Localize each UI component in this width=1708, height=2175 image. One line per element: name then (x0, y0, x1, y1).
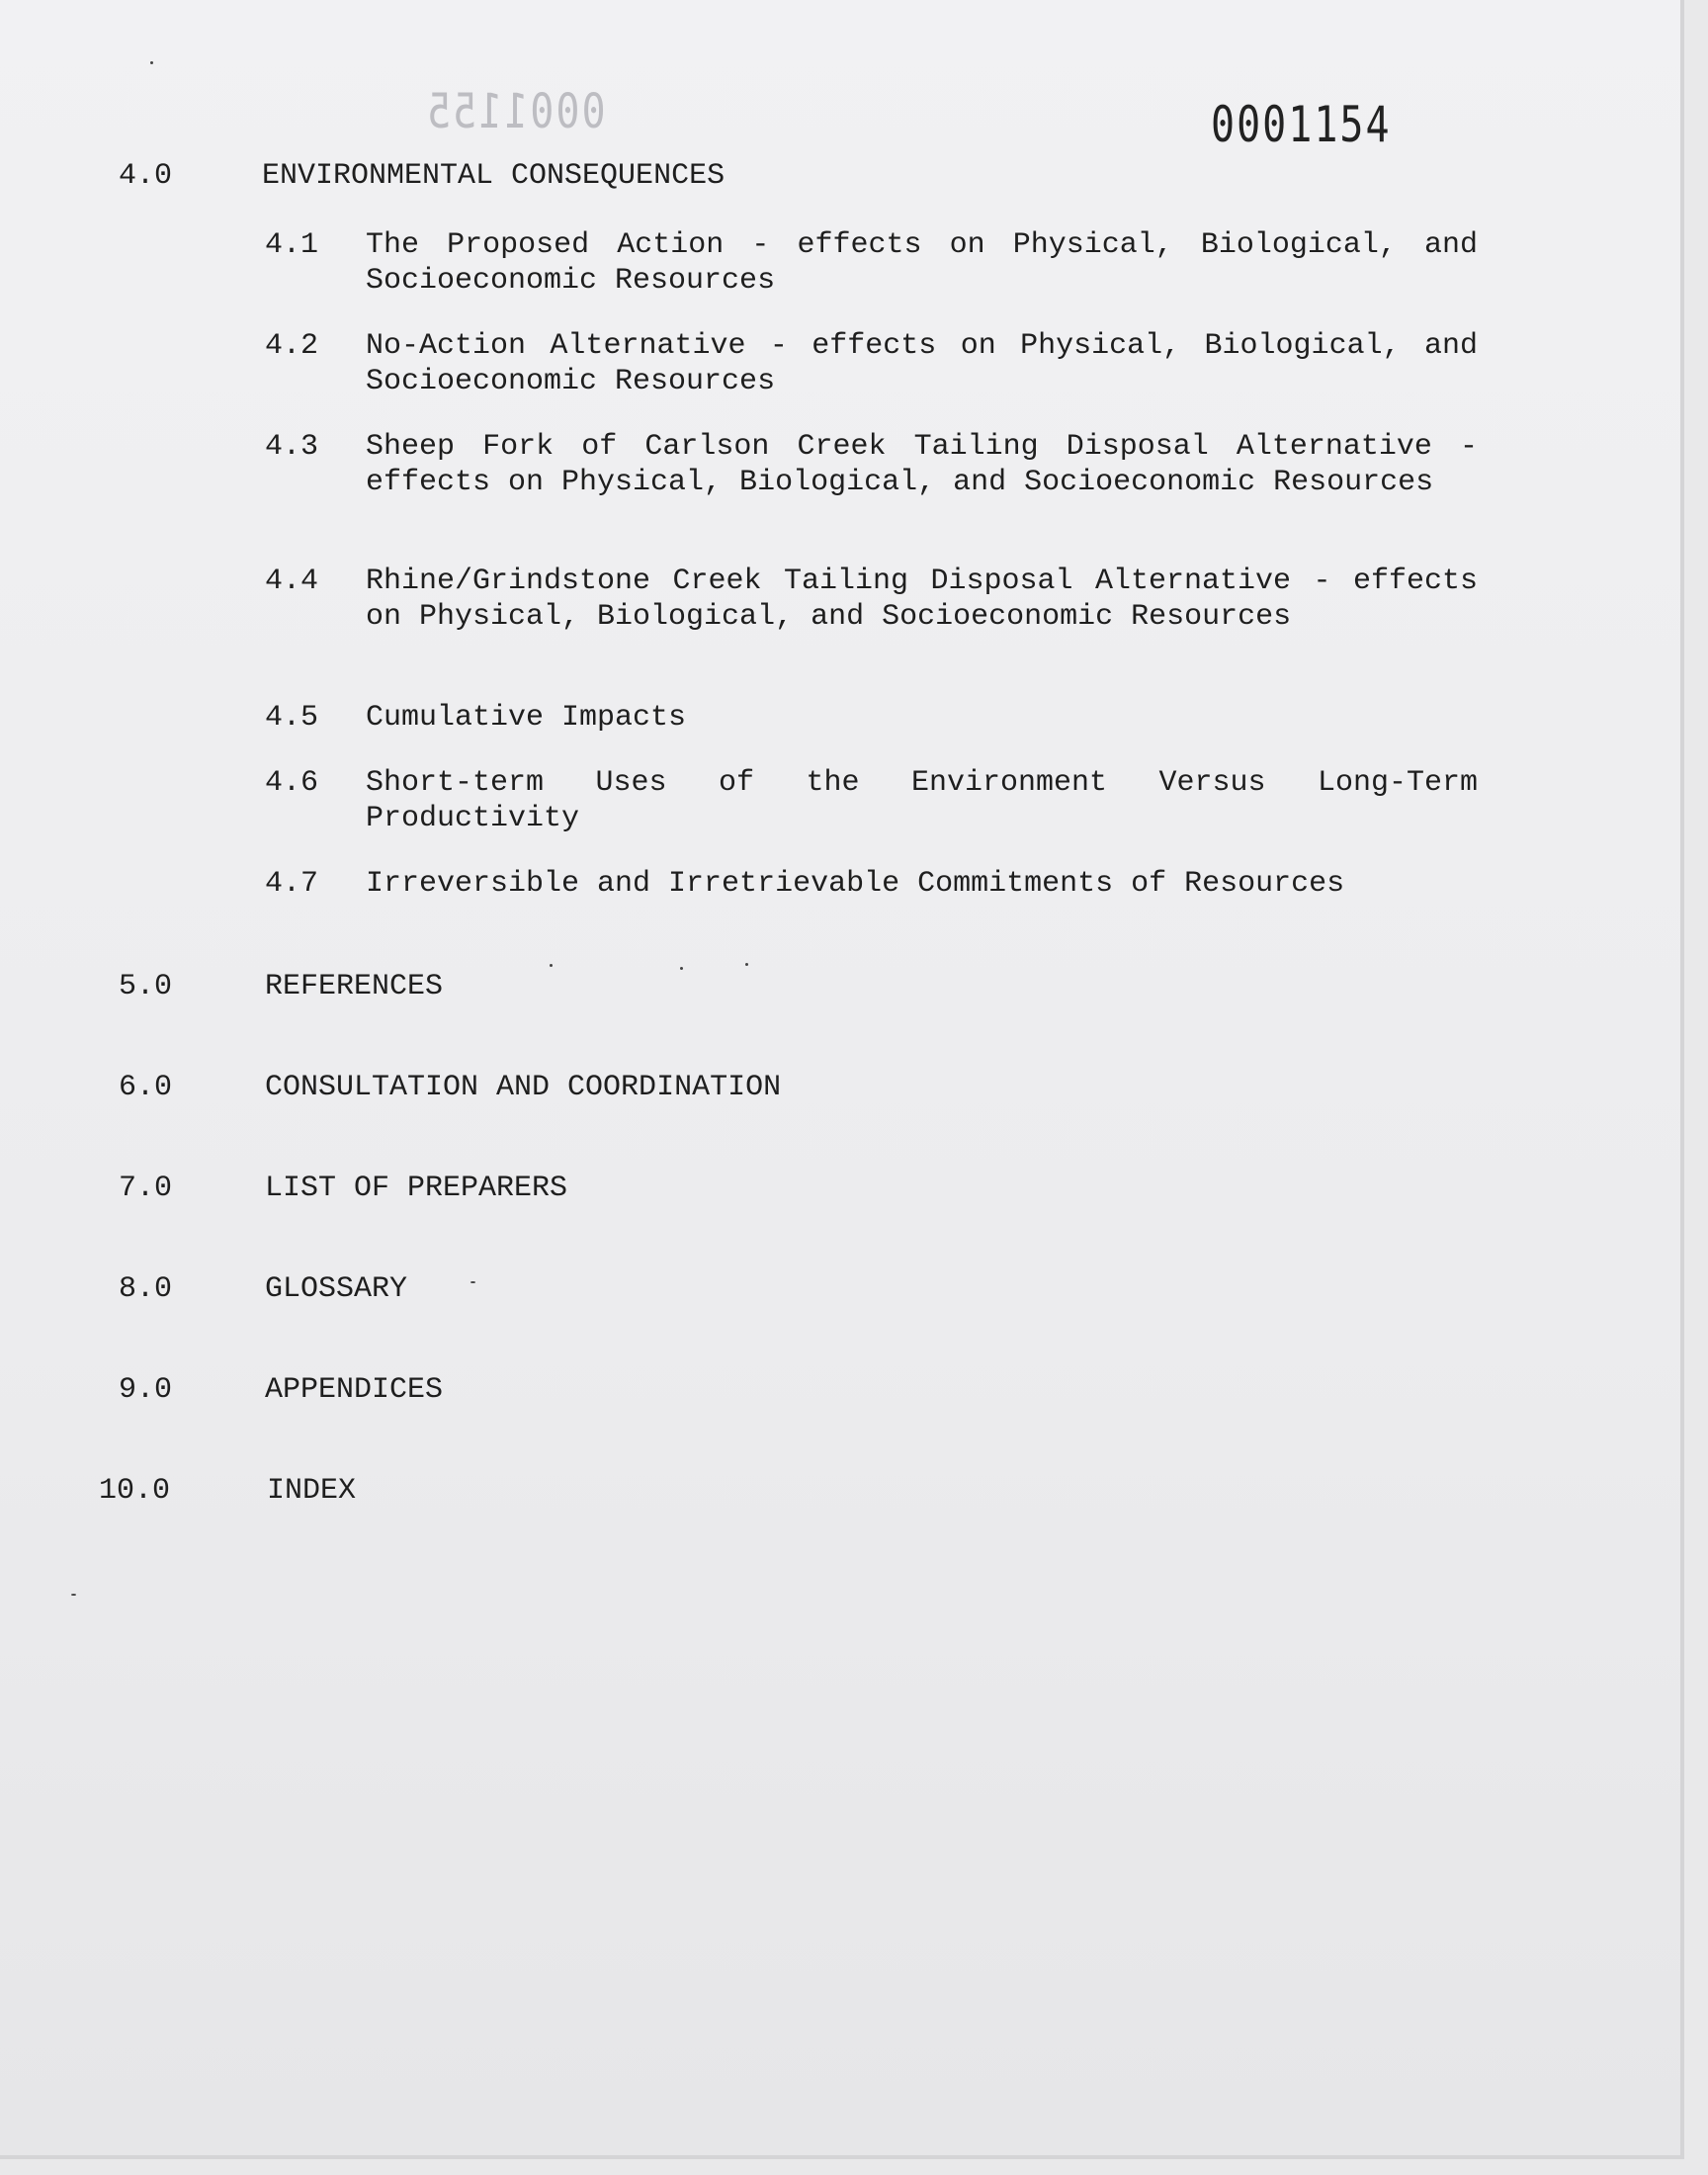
scan-speck (71, 1594, 76, 1596)
toc-title: GLOSSARY (265, 1272, 408, 1306)
scan-speck (680, 967, 683, 970)
toc-title: Sheep Fork of Carlson Creek Tailing Disposal Alternative - effects on Physical, Biological, and Socioeconomic Resources (366, 430, 1478, 499)
toc-title: LIST OF PREPARERS (265, 1172, 568, 1205)
toc-title: APPENDICES (265, 1373, 444, 1407)
toc-title: REFERENCES (265, 970, 444, 1003)
bleed-through-page-number: 0001155 (425, 85, 606, 140)
toc-number: 4.3 (265, 430, 319, 464)
scan-speck (150, 61, 153, 64)
toc-number: 7.0 (119, 1172, 173, 1205)
scan-speck (470, 1281, 475, 1283)
toc-number: 4.5 (265, 701, 319, 735)
toc-number: 4.6 (265, 766, 319, 800)
page-number-stamp: 0001154 (1211, 97, 1392, 154)
toc-title: Short-term Uses of the Environment Versus Long-Term Productivity (366, 766, 1478, 835)
toc-title: The Proposed Action - effects on Physical, Biological, and Socioeconomic Resources (366, 228, 1478, 298)
toc-number: 10.0 (99, 1474, 171, 1508)
scan-speck (745, 963, 748, 966)
toc-title: Irreversible and Irretrievable Commitments of Resources (366, 867, 1345, 901)
toc-title: Cumulative Impacts (366, 701, 687, 735)
toc-title: ENVIRONMENTAL CONSEQUENCES (262, 159, 726, 193)
toc-number: 4.7 (265, 867, 319, 901)
toc-number: 6.0 (119, 1071, 173, 1104)
toc-number: 4.4 (265, 565, 319, 598)
toc-title: INDEX (267, 1474, 357, 1508)
toc-number: 5.0 (119, 970, 173, 1003)
toc-number: 4.1 (265, 228, 319, 262)
toc-number: 4.2 (265, 329, 319, 363)
scan-speck (550, 964, 553, 967)
toc-title: CONSULTATION AND COORDINATION (265, 1071, 782, 1104)
toc-title: No-Action Alternative - effects on Physical, Biological, and Socioeconomic Resources (366, 329, 1478, 398)
toc-title: Rhine/Grindstone Creek Tailing Disposal Alternative - effects on Physical, Biological, and Socioeconomic Resources (366, 565, 1478, 634)
toc-number: 4.0 (119, 159, 173, 193)
toc-number: 9.0 (119, 1373, 173, 1407)
toc-number: 8.0 (119, 1272, 173, 1306)
